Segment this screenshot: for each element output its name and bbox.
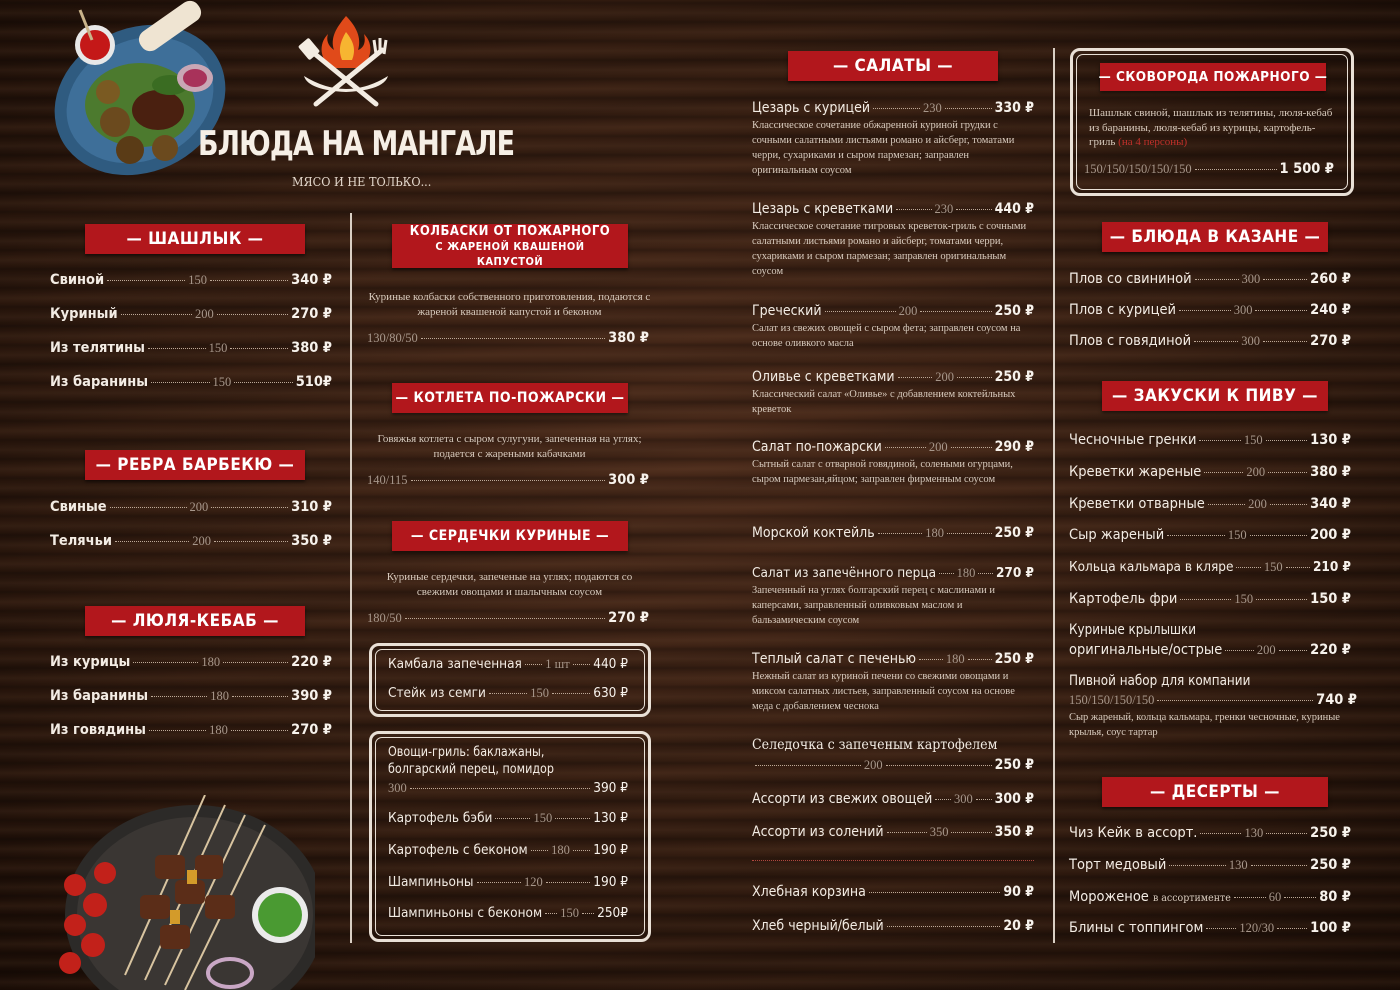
item-description: Классический салат «Оливье» с добавлением коктейльных креветок	[752, 389, 1016, 415]
menu-item: Телячьи 200 350 ₽	[50, 533, 333, 549]
menu-item: Теплый салат с печенью 180 250 ₽	[752, 651, 1035, 667]
item-description: Классическое сочетание обжаренной куриной грудки с сочными салатными листьями романо и айсберг, томатами черри, сухариками и сыром пармезан; заправлен оригинальным соусом	[752, 120, 1015, 176]
item-description: Запеченный на углях болгарский перец с маслинами и каперсами, заправленный оливковым маслом и бальзамическим соусом	[752, 585, 995, 626]
item-description: Сытный салат с отварной говядиной, солеными огурцами, сыром пармезан,яйцом; заправлен фирменным соусом	[752, 459, 1013, 485]
item-description: Салат из свежих овощей с сыром фета; заправлен соусом на основе оливкого масла	[752, 323, 1021, 349]
menu-item: Стейк из семги 150 630 ₽	[388, 685, 628, 701]
menu-item: Цезарь с креветками 230 440 ₽	[752, 201, 1034, 217]
menu-item: 180/50 270 ₽	[367, 610, 649, 626]
menu-item: Чесночные гренки 150 130 ₽	[1069, 432, 1351, 448]
menu-item: Морской коктейль 180 250 ₽	[752, 525, 1035, 541]
menu-item: Шампиньоны 120 190 ₽	[388, 874, 629, 890]
menu-item: Креветки жареные 200 380 ₽	[1069, 464, 1352, 480]
item-description: Шашлык свиной, шашлык из телятины, люля-кебаб из баранины, люля-кебаб из курицы, картофель-гриль (на 4 персоны)	[1089, 107, 1333, 148]
column-divider	[1053, 48, 1055, 943]
menu-item: Картофель бэби 150 130 ₽	[388, 810, 628, 826]
menu-item-name: Куриные крылышки	[1069, 622, 1197, 638]
menu-item: 150/150/150/150 740 ₽	[1069, 692, 1357, 708]
menu-item: Ассорти из свежих овощей 300 300 ₽	[752, 791, 1034, 807]
menu-item: Греческий 200 250 ₽	[752, 303, 1034, 319]
menu-item: Плов с курицей 300 240 ₽	[1069, 302, 1351, 318]
menu-item-name: Пивной набор для компании	[1069, 673, 1251, 689]
shashlik-skewers-image	[45, 795, 315, 990]
menu-item: Мороженое в ассортименте 60 80 ₽	[1069, 889, 1351, 905]
item-note: в ассортименте	[1152, 892, 1231, 904]
section-ribbon-sausages	[385, 224, 635, 268]
menu-item: Свиные 200 310 ₽	[50, 499, 332, 515]
menu-item: Картофель фри 150 150 ₽	[1069, 591, 1352, 607]
menu-item: Из курицы 180 220 ₽	[50, 654, 332, 670]
column-divider	[350, 213, 352, 943]
menu-item-name: Селедочка с запеченым картофелем	[752, 737, 998, 753]
section-ribbon-cutlet: — КОТЛЕТА ПО-ПОЖАРСКИ —	[385, 383, 635, 413]
menu-item: Оливье с креветками 200 250 ₽	[752, 369, 1034, 385]
menu-item: Из баранины 150 510₽	[50, 374, 332, 390]
menu-item: Картофель с беконом 180 190 ₽	[388, 842, 629, 858]
menu-item: Цезарь с курицей 230 330 ₽	[752, 100, 1035, 116]
menu-item: Салат по-пожарски 200 290 ₽	[752, 439, 1035, 455]
menu-item: Сыр жареный 150 200 ₽	[1069, 527, 1352, 543]
item-description: Куриные колбаски собственного приготовления, подаются с жареной квашеной капустой и беконом	[368, 291, 651, 318]
section-ribbon-salads: — САЛАТЫ —	[783, 51, 1003, 81]
page-title: БЛЮДА НА МАНГАЛЕ	[198, 124, 515, 164]
menu-item: 200 250 ₽	[752, 757, 1034, 773]
dotted-divider	[752, 860, 1034, 861]
menu-item: 150/150/150/150/150 1 500 ₽	[1084, 161, 1334, 177]
menu-item-name: Овощи-гриль: баклажаны, болгарский перец, помидор	[388, 744, 554, 777]
section-ribbon-desserts: — ДЕСЕРТЫ —	[1095, 777, 1335, 807]
menu-item: Из баранины 180 390 ₽	[50, 688, 333, 704]
grill-logo-icon	[298, 10, 394, 110]
section-ribbon-kazan: — БЛЮДА В КАЗАНЕ —	[1095, 222, 1335, 252]
menu-item: Из говядины 180 270 ₽	[50, 722, 333, 738]
menu-item: Из телятины 150 380 ₽	[50, 340, 333, 356]
item-description: Классическое сочетание тигровых креветок-гриль с сочными салатными листьями романо и айсберг, томатами черри, сухариками и сыром пармезан; заправлен оригинальным соусом	[752, 221, 1027, 277]
ribbon-line: КОЛБАСКИ ОТ ПОЖАРНОГО	[409, 223, 611, 239]
menu-item: Салат из запечённого перца 180 270 ₽	[752, 565, 1035, 581]
section-ribbon-shashlik: — ШАШЛЫК —	[80, 224, 310, 254]
section-ribbon-kebab: — ЛЮЛЯ-КЕБАБ —	[80, 606, 310, 636]
menu-item: Шампиньоны с беконом 150 250₽	[388, 905, 628, 921]
menu-item: Камбала запеченная 1 шт 440 ₽	[388, 656, 628, 672]
menu-item: 300 390 ₽	[388, 780, 628, 796]
fish-box	[369, 643, 651, 717]
item-description: Говяжья котлета с сыром сулугуни, запеченная на углях; подается с жареными кабачками	[377, 433, 642, 460]
menu-item: Хлебная корзина 90 ₽	[752, 884, 1034, 900]
menu-item: Куриный 200 270 ₽	[50, 306, 333, 322]
serving-note: (на 4 персоны)	[1118, 136, 1188, 148]
section-ribbon-pan: — СКОВОРОДА ПОЖАРНОГО —	[1093, 62, 1333, 92]
grilled-vegetables-plate-image	[30, 0, 230, 195]
section-ribbon-hearts: — СЕРДЕЧКИ КУРИНЫЕ —	[385, 521, 635, 551]
menu-item: Кольца кальмара в кляре 150 210 ₽	[1069, 559, 1351, 575]
section-ribbon-beer-snacks: — ЗАКУСКИ К ПИВУ —	[1095, 381, 1335, 411]
menu-item: Креветки отварные 200 340 ₽	[1069, 496, 1351, 512]
section-ribbon-ribs: — РЕБРА БАРБЕКЮ —	[80, 450, 310, 480]
page-subtitle: МЯСО И НЕ ТОЛЬКО...	[292, 174, 432, 189]
menu-item: Хлеб черный/белый 20 ₽	[752, 918, 1034, 934]
menu-item: Блины с топпингом 120/30 100 ₽	[1069, 920, 1351, 936]
item-description: Куриные сердечки, запеченые на углях; подаются со свежими овощами и шалычным соусом	[386, 571, 633, 598]
menu-item: оригинальные/острые 200 220 ₽	[1069, 642, 1352, 658]
menu-item: 140/115 300 ₽	[367, 472, 649, 488]
menu-item: Чиз Кейк в ассорт. 130 250 ₽	[1069, 825, 1352, 841]
menu-item: Свиной 150 340 ₽	[50, 272, 333, 288]
menu-item: Плов с говядиной 300 270 ₽	[1069, 333, 1352, 349]
ribbon-line: С ЖАРЕНОЙ КВАШЕНОЙ КАПУСТОЙ	[435, 239, 585, 268]
item-description: Сыр жареный, кольца кальмара, гренки чесночные, куриные крылья, соус тартар	[1069, 712, 1340, 738]
menu-item: Ассорти из солений 350 350 ₽	[752, 824, 1035, 840]
menu-item: Плов со свининой 300 260 ₽	[1069, 271, 1352, 287]
item-description: Нежный салат из куриной печени со свежими овощами и миксом салатных листьев, заправленный соусом на основе меда с добавлением чеснока	[752, 671, 1015, 712]
menu-item: Торт медовый 130 250 ₽	[1069, 857, 1352, 873]
menu-item: 130/80/50 380 ₽	[367, 330, 649, 346]
